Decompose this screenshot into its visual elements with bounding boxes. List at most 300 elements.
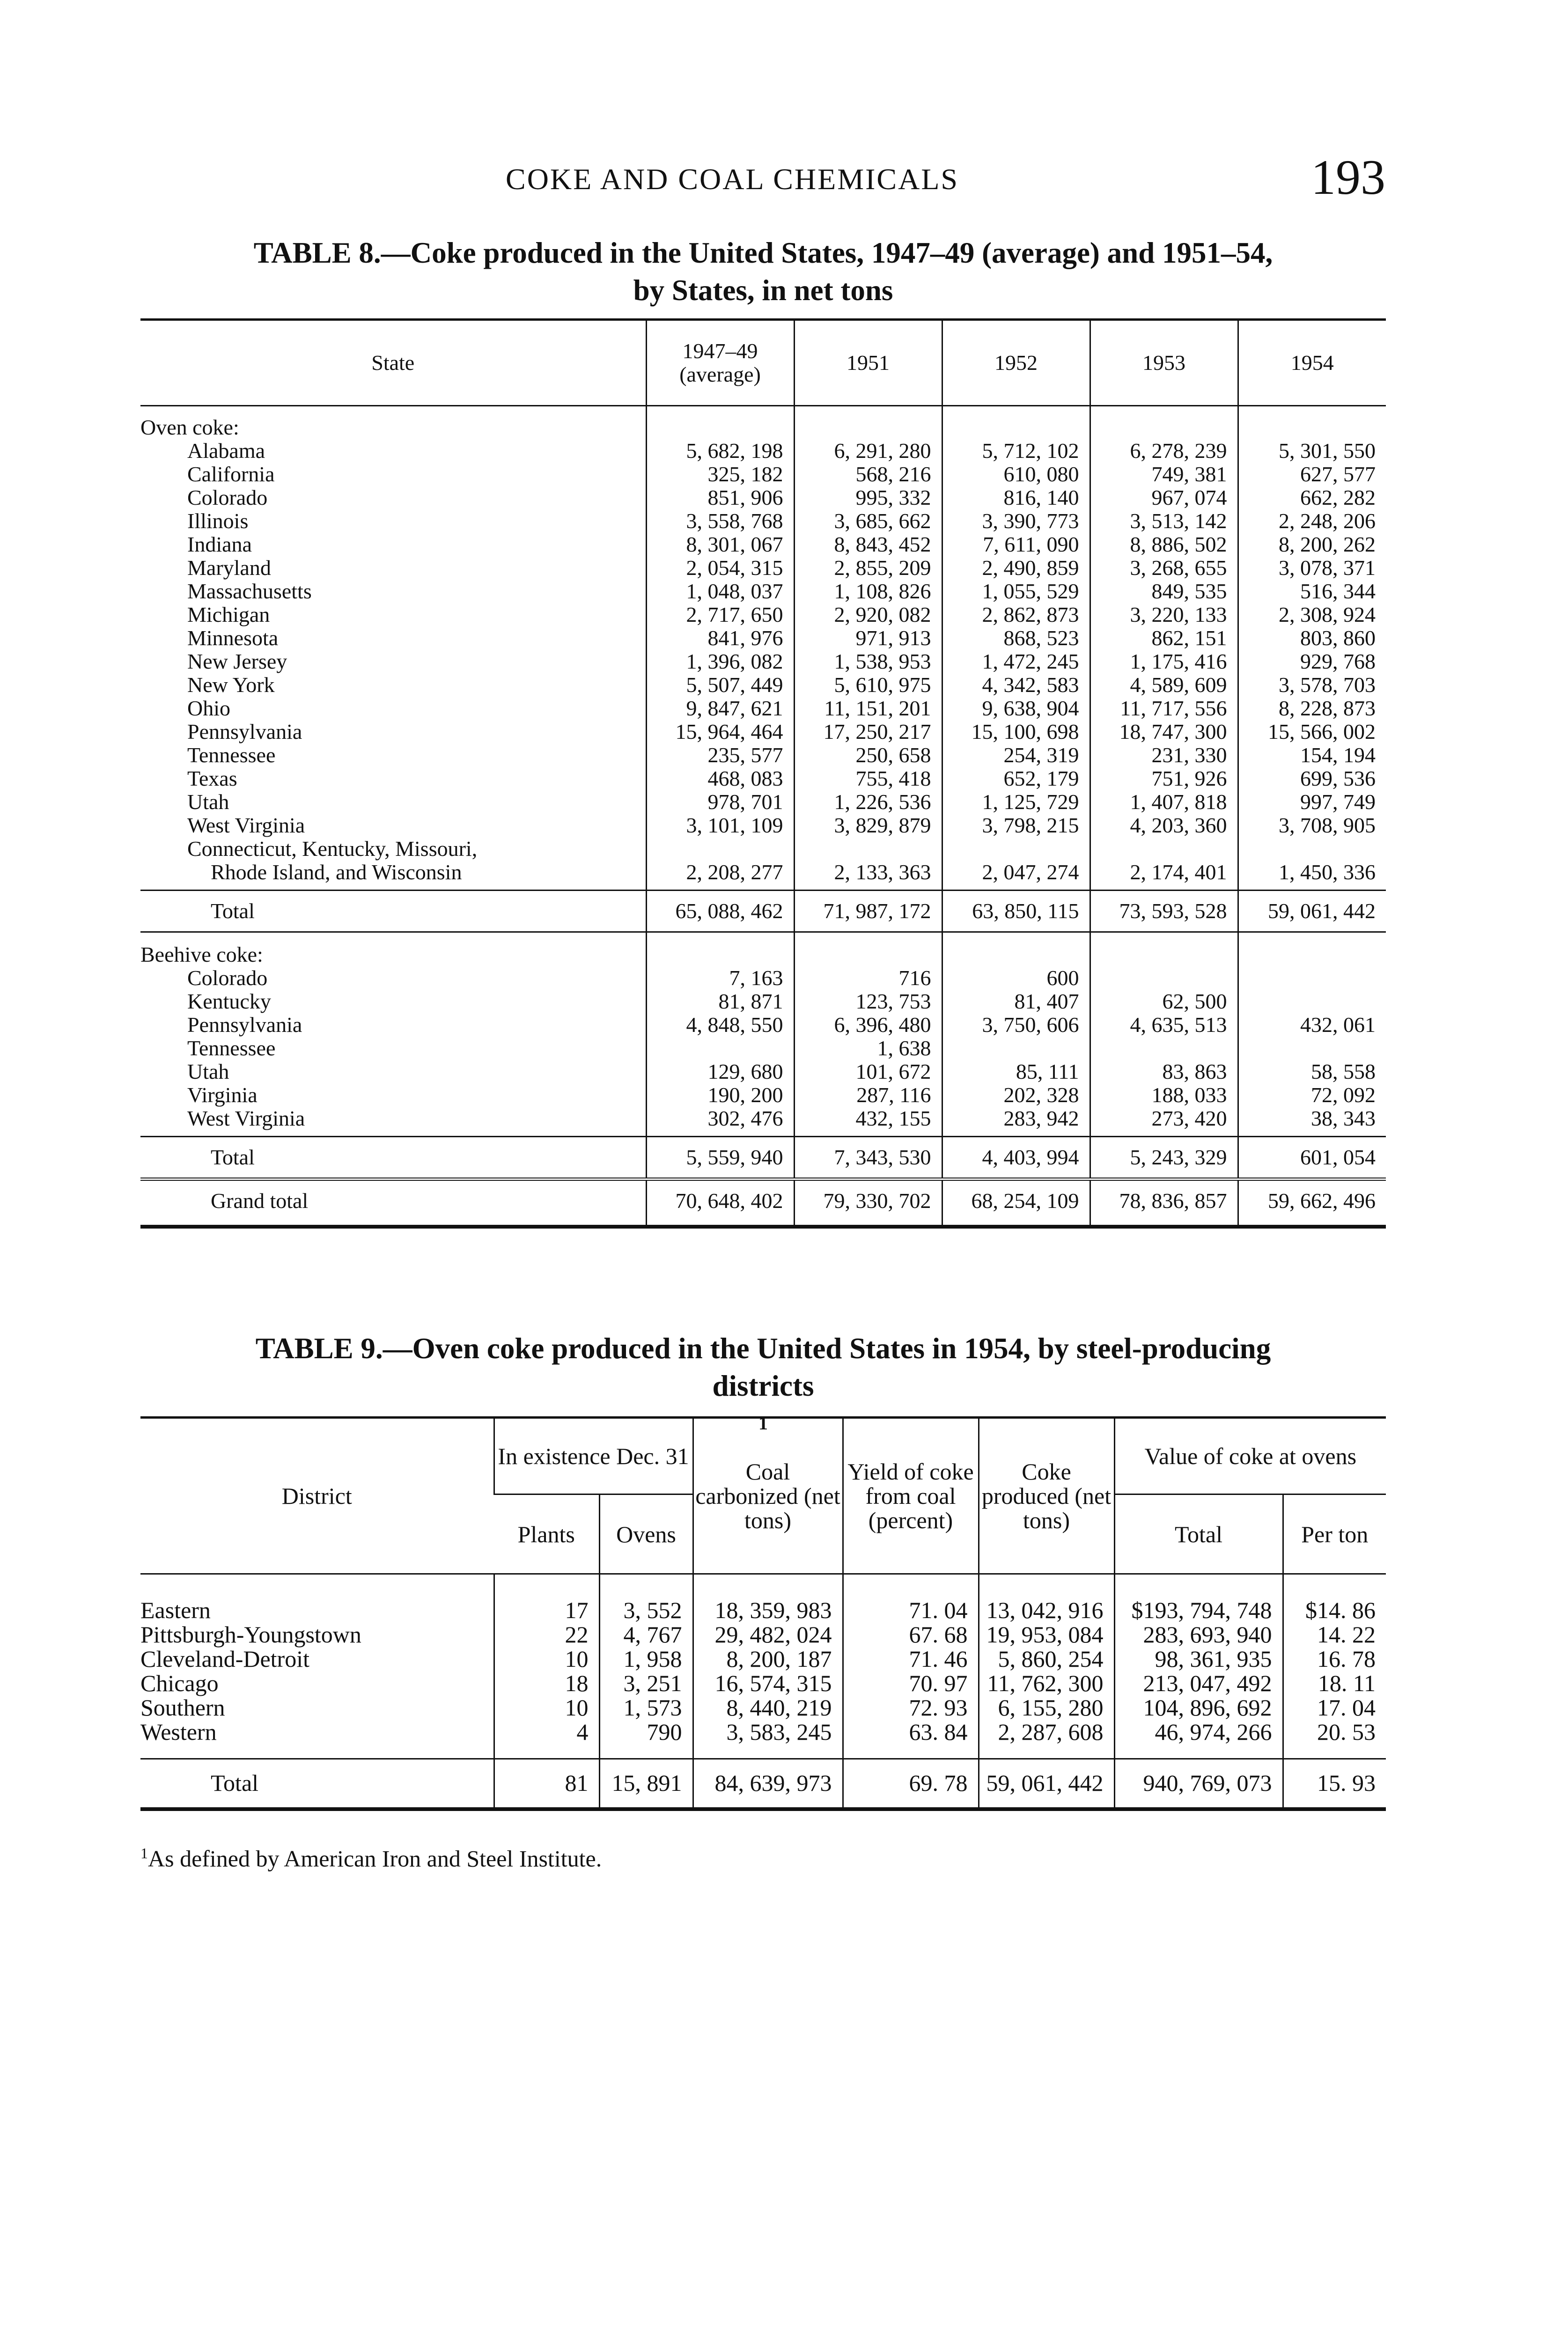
table9-value-cell: 283, 693, 940 [1114,1622,1283,1647]
table8-row [140,1107,1386,1137]
table8-col-1951: 1951 [794,320,942,406]
table8-value-cell: 4, 635, 513 [1090,1013,1238,1037]
table8-value-cell: 816, 140 [942,486,1090,509]
table8-value-cell: 2, 133, 363 [794,861,942,891]
table8-value-cell: 8, 228, 873 [1238,697,1386,720]
table8-section-label: Oven coke: [140,415,239,439]
table9-col-value-total: Total [1114,1494,1283,1574]
table8-state-label: Pennsylvania [187,1013,302,1037]
table8-value-cell: 15, 964, 464 [646,720,794,744]
table8-value-cell: 610, 080 [942,463,1090,486]
table8-value-cell: 9, 638, 904 [942,697,1090,720]
table9-value-cell: 18 [494,1671,599,1695]
table8-value-cell: 65, 088, 462 [646,891,794,932]
table8-gap-cell [1238,406,1386,416]
table8-value-cell: 5, 243, 329 [1090,1137,1238,1179]
table8-value-cell: 3, 829, 879 [794,814,942,837]
table8-value-cell: 432, 155 [794,1107,942,1137]
table8-header-row [140,320,1386,406]
table8-value-cell: 2, 855, 209 [794,556,942,580]
table8-value-cell: 3, 513, 142 [1090,509,1238,533]
table8-value-cell: 9, 847, 621 [646,697,794,720]
table8-value-cell: 755, 418 [794,767,942,790]
table8-value-cell: 1, 472, 245 [942,650,1090,673]
table8-value-cell: 71, 987, 172 [794,891,942,932]
table8-value-cell: 1, 396, 082 [646,650,794,673]
table9-value-cell: 15, 891 [599,1759,693,1810]
table8-value-cell: 4, 589, 609 [1090,673,1238,697]
table8-value-cell: 3, 268, 655 [1090,556,1238,580]
table8-empty-cell [646,932,794,967]
table8-value-cell: 2, 174, 401 [1090,861,1238,891]
table8-state-label: Indiana [187,532,252,556]
table8-value-cell: 287, 116 [794,1083,942,1107]
table9-col-yield: Yield of coke from coal (percent) [843,1418,979,1574]
page-header [0,149,1568,210]
table8-total-label: Total [140,1137,646,1179]
table8-state-label: New Jersey [187,649,287,673]
table8-value-cell: 600 [942,966,1090,990]
table8-value-cell: 3, 220, 133 [1090,603,1238,626]
table9-value-cell: $14. 86 [1283,1574,1386,1623]
table8-state-label: Colorado [187,966,268,990]
table9-value-cell: 6, 155, 280 [979,1695,1114,1720]
table9-value-cell: 16. 78 [1283,1647,1386,1671]
table8-value-cell: 202, 328 [942,1083,1090,1107]
table8-row [140,697,1386,720]
page-number: 193 [1311,150,1385,205]
table8-value-cell: 1, 226, 536 [794,790,942,814]
table8-value-cell: 749, 381 [1090,463,1238,486]
table8-section-beehive [140,932,1386,967]
table9-value-cell: 63. 84 [843,1720,979,1759]
table8-gap-row [140,406,1386,416]
table8-value-cell: 81, 407 [942,990,1090,1013]
table8-value-cell: 3, 578, 703 [1238,673,1386,697]
table8-value-cell: 1, 407, 818 [1090,790,1238,814]
table8-value-cell: 8, 843, 452 [794,533,942,556]
table8-empty-cell [1238,837,1386,861]
table8-value-cell: 231, 330 [1090,744,1238,767]
table8-value-cell: 5, 507, 449 [646,673,794,697]
table8-value-cell: 72, 092 [1238,1083,1386,1107]
table8-state-label: Tennessee [187,1036,276,1060]
table8-value-cell: 662, 282 [1238,486,1386,509]
table8-value-cell: 716 [794,966,942,990]
table8-total-label: Total [140,891,646,932]
table8-value-cell: 5, 712, 102 [942,439,1090,463]
table8-state-label: Virginia [187,1083,258,1107]
table8-state-label: West Virginia [187,813,305,837]
table8-value-cell: 967, 074 [1090,486,1238,509]
table8-value-cell: 3, 685, 662 [794,509,942,533]
footnote [140,1845,602,1872]
table8-empty-cell [1090,837,1238,861]
table8-gap-cell [1090,406,1238,416]
table8-value-cell: 83, 863 [1090,1060,1238,1083]
running-head: COKE AND COAL CHEMICALS [506,162,959,196]
table9-row [140,1647,1386,1671]
table9-value-cell: 1, 958 [599,1647,693,1671]
table8-value-cell: 62, 500 [1090,990,1238,1013]
table8-value-cell: 154, 194 [1238,744,1386,767]
table8-row [140,814,1386,837]
table9-value-cell: 8, 200, 187 [693,1647,843,1671]
table9-district-label: Chicago [140,1670,219,1696]
table9-value-cell: 15. 93 [1283,1759,1386,1810]
table8-value-cell: 3, 558, 768 [646,509,794,533]
table9-district-label: Pittsburgh-Youngstown [140,1621,361,1648]
table8-value-cell [1238,966,1386,990]
table8-empty-cell [1238,932,1386,967]
table9-value-cell: 11, 762, 300 [979,1671,1114,1695]
table8-value-cell: 516, 344 [1238,580,1386,603]
table9-district-label: Southern [140,1694,225,1721]
table8-value-cell: 58, 558 [1238,1060,1386,1083]
table8-value-cell: 235, 577 [646,744,794,767]
table8-value-cell: 803, 860 [1238,626,1386,650]
table9-value-cell: 8, 440, 219 [693,1695,843,1720]
table8-value-cell: 1, 638 [794,1037,942,1060]
table8-empty-cell [942,416,1090,439]
table8-value-cell: 997, 749 [1238,790,1386,814]
table9-row [140,1574,1386,1623]
table9-col-ovens: Ovens [599,1494,693,1574]
table9-col-coal: Coal carbonized (net tons) [693,1418,843,1574]
table8-row [140,744,1386,767]
table9-row [140,1622,1386,1647]
table8-value-cell: 101, 672 [794,1060,942,1083]
table8-value-cell: 302, 476 [646,1107,794,1137]
table8-row [140,509,1386,533]
table8-empty-cell [646,416,794,439]
table8-state-label: Ohio [187,696,230,720]
table8-state-label: Rhode Island, and Wisconsin [211,860,462,884]
table8-row [140,463,1386,486]
table8-value-cell [646,1037,794,1060]
table8-value-cell: 3, 101, 109 [646,814,794,837]
table8-value-cell: 254, 319 [942,744,1090,767]
table8-value-cell: 2, 862, 873 [942,603,1090,626]
table8-state-label: Minnesota [187,626,279,650]
table8-value-cell: 2, 308, 924 [1238,603,1386,626]
table8-value-cell: 123, 753 [794,990,942,1013]
table8-state-label: Utah [187,790,229,814]
table8-value-cell: 6, 396, 480 [794,1013,942,1037]
table8-value-cell: 3, 078, 371 [1238,556,1386,580]
table8-value-cell: 3, 708, 905 [1238,814,1386,837]
table9-col-in-existence: In existence Dec. 31 [494,1418,693,1494]
table9-footnote-mark: 1 [758,1413,768,1434]
table8-gap-cell [646,406,794,416]
table8-gap-cell [942,406,1090,416]
table9-row [140,1671,1386,1695]
table8-section-label: Beehive coke: [140,932,646,967]
table8 [140,318,1386,1229]
table8-empty-cell [646,837,794,861]
table8-col-1952: 1952 [942,320,1090,406]
table8-state-label: Connecticut, Kentucky, Missouri, [187,837,478,861]
table8-value-cell: 4, 848, 550 [646,1013,794,1037]
table8-value-cell: 2, 208, 277 [646,861,794,891]
table8-row [140,626,1386,650]
table8-oven-total-row [140,891,1386,932]
table8-value-cell: 841, 976 [646,626,794,650]
table9-value-cell: 16, 574, 315 [693,1671,843,1695]
table8-state-label: New York [187,673,275,697]
table9-value-cell: 17. 04 [1283,1695,1386,1720]
table8-row [140,580,1386,603]
table8-value-cell: 78, 836, 857 [1090,1179,1238,1227]
table8-row [140,486,1386,509]
table9 [140,1416,1386,1811]
table8-value-cell: 1, 108, 826 [794,580,942,603]
table8-value-cell: 188, 033 [1090,1083,1238,1107]
table8-state-label: Tennessee [187,743,276,767]
table8-value-cell [942,1037,1090,1060]
table8-value-cell: 2, 248, 206 [1238,509,1386,533]
footnote-text: As defined by American Iron and Steel Institute. [148,1845,602,1872]
table8-value-cell: 868, 523 [942,626,1090,650]
table9-col-coke: Coke produced (net tons) [979,1418,1114,1574]
table8-value-cell: 1, 450, 336 [1238,861,1386,891]
table8-value-cell: 1, 175, 416 [1090,650,1238,673]
table8-value-cell: 7, 163 [646,966,794,990]
table8-value-cell: 5, 610, 975 [794,673,942,697]
table8-col-1953: 1953 [1090,320,1238,406]
table9-row [140,1720,1386,1759]
table8-state-label: Colorado [187,486,268,509]
table8-row-other-line1 [140,837,1386,861]
table8-row [140,533,1386,556]
table8-value-cell: 6, 278, 239 [1090,439,1238,463]
table9-district-label: Cleveland-Detroit [140,1646,309,1672]
table8-value-cell: 11, 151, 201 [794,697,942,720]
table8-grand-total-label: Grand total [140,1179,646,1227]
table8-state-label: Massachusetts [187,579,312,603]
table9-col-district: District [140,1418,494,1574]
table8-col-1947-49: 1947–49 (average) [646,320,794,406]
table8-value-cell: 15, 100, 698 [942,720,1090,744]
table8-beehive-total-row [140,1137,1386,1179]
table8-value-cell: 1, 125, 729 [942,790,1090,814]
table8-value-cell: 81, 871 [646,990,794,1013]
table8-state-label: Alabama [187,439,265,463]
table9-value-cell: 20. 53 [1283,1720,1386,1759]
table9-value-cell: 18. 11 [1283,1671,1386,1695]
table9-value-cell: 71. 46 [843,1647,979,1671]
table9-value-cell: 71. 04 [843,1574,979,1623]
table8-value-cell: 2, 054, 315 [646,556,794,580]
table9-title-line1: TABLE 9.—Oven coke produced in the United States in 1954, by steel-producing [255,1332,1271,1365]
table8-empty-cell [1090,416,1238,439]
table9-col-plants: Plants [494,1494,599,1574]
table8-state-label: Pennsylvania [187,720,302,744]
table8-state-label: Maryland [187,556,271,580]
table8-value-cell: 85, 111 [942,1060,1090,1083]
table8-col-state: State [140,320,646,406]
table8-value-cell: 17, 250, 217 [794,720,942,744]
table8-value-cell: 2, 920, 082 [794,603,942,626]
table8-row [140,1037,1386,1060]
table8-value-cell: 273, 420 [1090,1107,1238,1137]
table8-title-line2: by States, in net tons [633,274,893,307]
table8-value-cell: 5, 682, 198 [646,439,794,463]
table9-value-cell: 69. 78 [843,1759,979,1810]
table9-value-cell: 72. 93 [843,1695,979,1720]
table8-value-cell: 849, 535 [1090,580,1238,603]
table8-value-cell: 8, 301, 067 [646,533,794,556]
table8-value-cell: 79, 330, 702 [794,1179,942,1227]
table8-empty-cell [794,837,942,861]
table8-row [140,439,1386,463]
table8-value-cell: 971, 913 [794,626,942,650]
table8-value-cell: 652, 179 [942,767,1090,790]
table9-value-cell: 790 [599,1720,693,1759]
table9-value-cell: 29, 482, 024 [693,1622,843,1647]
table8-value-cell [1238,990,1386,1013]
table8-row [140,1083,1386,1107]
table8-row [140,603,1386,626]
table8-row [140,556,1386,580]
table9-col-value: Value of coke at ovens [1114,1418,1386,1494]
table8-empty-cell [1238,416,1386,439]
table9-value-cell: 2, 287, 608 [979,1720,1114,1759]
table8-value-cell: 1, 048, 037 [646,580,794,603]
table8-value-cell: 63, 850, 115 [942,891,1090,932]
table9-value-cell: 10 [494,1695,599,1720]
table8-value-cell: 978, 701 [646,790,794,814]
table8-value-cell: 59, 662, 496 [1238,1179,1386,1227]
table9-value-cell: 67. 68 [843,1622,979,1647]
table8-value-cell: 568, 216 [794,463,942,486]
table8-value-cell: 1, 055, 529 [942,580,1090,603]
table8-row [140,1060,1386,1083]
table8-value-cell: 751, 926 [1090,767,1238,790]
table8-value-cell: 851, 906 [646,486,794,509]
footnote-mark: 1 [140,1845,148,1862]
table9-value-cell: 4, 767 [599,1622,693,1647]
table8-value-cell: 468, 083 [646,767,794,790]
table8-row [140,673,1386,697]
table9-row [140,1695,1386,1720]
table8-value-cell: 325, 182 [646,463,794,486]
table8-value-cell: 7, 611, 090 [942,533,1090,556]
table9-value-cell: 3, 583, 245 [693,1720,843,1759]
table8-value-cell: 3, 390, 773 [942,509,1090,533]
table8-value-cell [1090,1037,1238,1060]
table8-gap-cell [794,406,942,416]
table9-value-cell: 3, 552 [599,1574,693,1623]
table8-empty-cell [942,932,1090,967]
table9-district-label: Eastern [140,1597,211,1623]
table8-row-other-line2 [140,861,1386,891]
table8-value-cell: 190, 200 [646,1083,794,1107]
table9-value-cell: 4 [494,1720,599,1759]
table8-value-cell: 929, 768 [1238,650,1386,673]
table8-value-cell: 68, 254, 109 [942,1179,1090,1227]
table9-value-cell: 98, 361, 935 [1114,1647,1283,1671]
table9-value-cell: 46, 974, 266 [1114,1720,1283,1759]
table8-value-cell: 15, 566, 002 [1238,720,1386,744]
table8-empty-cell [794,932,942,967]
table9-value-cell: 59, 061, 442 [979,1759,1114,1810]
table9-value-cell: 19, 953, 084 [979,1622,1114,1647]
table9-value-cell: 22 [494,1622,599,1647]
table9-value-cell: 81 [494,1759,599,1810]
table9-value-cell: $193, 794, 748 [1114,1574,1283,1623]
table8-value-cell: 129, 680 [646,1060,794,1083]
table8-row [140,990,1386,1013]
table8-value-cell: 3, 750, 606 [942,1013,1090,1037]
table8-state-label: West Virginia [187,1106,305,1130]
table8-value-cell: 432, 061 [1238,1013,1386,1037]
table8-value-cell: 38, 343 [1238,1107,1386,1137]
table8-state-label: Michigan [187,603,270,626]
table8-value-cell: 59, 061, 442 [1238,891,1386,932]
table8-value-cell: 627, 577 [1238,463,1386,486]
table9-title-line2: districts 1 [140,1367,1386,1442]
table8-grand-total-row [140,1179,1386,1227]
table8-value-cell: 699, 536 [1238,767,1386,790]
table8-value-cell: 18, 747, 300 [1090,720,1238,744]
table8-title [140,234,1386,309]
table8-title-line1: TABLE 8.—Coke produced in the United States, 1947–49 (average) and 1951–54, [253,236,1273,269]
table8-value-cell: 862, 151 [1090,626,1238,650]
table8-row [140,720,1386,744]
table9-col-value-per-ton: Per ton [1283,1494,1386,1574]
table8-row [140,1013,1386,1037]
table8-value-cell [1238,1037,1386,1060]
table9-total-label: Total [140,1759,494,1810]
table8-row [140,966,1386,990]
table9-value-cell: 14. 22 [1283,1622,1386,1647]
table8-state-label: Illinois [187,509,249,533]
table8-gap-cell [140,406,646,416]
table9-value-cell: 213, 047, 492 [1114,1671,1283,1695]
table8-value-cell: 4, 203, 360 [1090,814,1238,837]
table8-value-cell: 70, 648, 402 [646,1179,794,1227]
table9-value-cell: 10 [494,1647,599,1671]
table8-value-cell: 3, 798, 215 [942,814,1090,837]
table8-row [140,767,1386,790]
table9-value-cell: 3, 251 [599,1671,693,1695]
table8-value-cell: 7, 343, 530 [794,1137,942,1179]
table9-value-cell: 17 [494,1574,599,1623]
table9-value-cell: 18, 359, 983 [693,1574,843,1623]
table9-value-cell: 104, 896, 692 [1114,1695,1283,1720]
table9-value-cell: 940, 769, 073 [1114,1759,1283,1810]
table9-value-cell: 84, 639, 973 [693,1759,843,1810]
table8-empty-cell [1090,932,1238,967]
table8-row [140,650,1386,673]
table9-value-cell: 13, 042, 916 [979,1574,1114,1623]
table8-value-cell: 283, 942 [942,1107,1090,1137]
table9-value-cell: 1, 573 [599,1695,693,1720]
table8-value-cell: 1, 538, 953 [794,650,942,673]
table8-value-cell: 73, 593, 528 [1090,891,1238,932]
table8-value-cell: 6, 291, 280 [794,439,942,463]
table8-value-cell: 5, 559, 940 [646,1137,794,1179]
table8-value-cell [1090,966,1238,990]
table8-value-cell: 995, 332 [794,486,942,509]
table8-value-cell: 250, 658 [794,744,942,767]
table8-state-label: Texas [187,766,237,790]
table8-value-cell: 2, 047, 274 [942,861,1090,891]
table8-value-cell: 601, 054 [1238,1137,1386,1179]
table8-row [140,790,1386,814]
table8-value-cell: 8, 886, 502 [1090,533,1238,556]
